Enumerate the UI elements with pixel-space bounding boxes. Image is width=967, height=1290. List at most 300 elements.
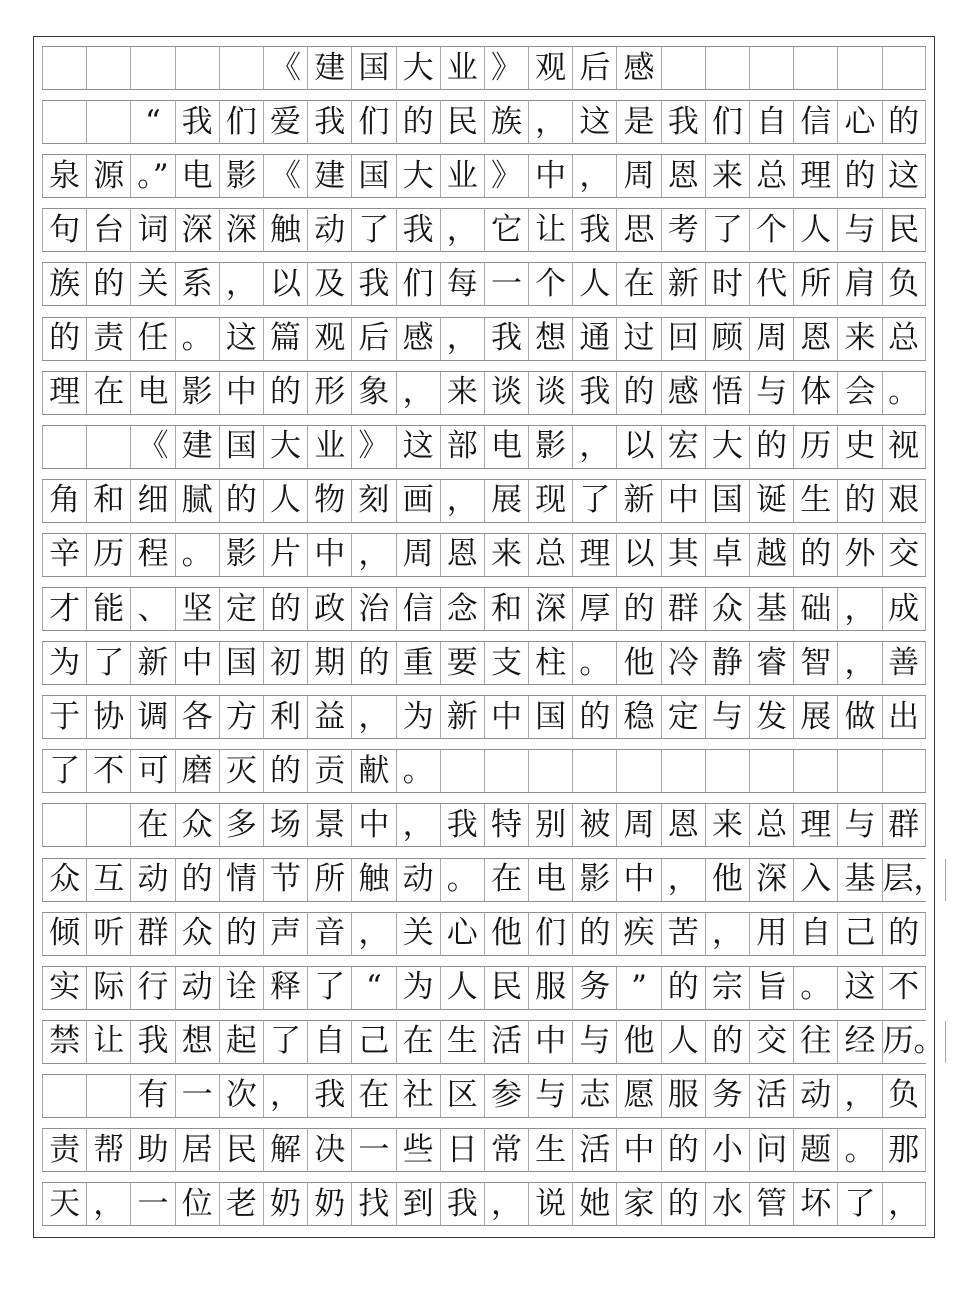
grid-cell: 。 xyxy=(175,318,219,360)
grid-cell: ， xyxy=(440,209,484,251)
grid-cell: 动 xyxy=(793,1075,837,1117)
grid-cell: 我 xyxy=(130,1021,174,1063)
grid-cell: 诞 xyxy=(749,480,793,522)
grid-cell: 。 xyxy=(396,750,440,792)
grid-cell: 睿 xyxy=(749,642,793,684)
grid-cell: 观 xyxy=(528,47,572,89)
grid-cell: 细 xyxy=(130,480,174,522)
grid-cell: 动 xyxy=(175,967,219,1009)
grid-cell: 自 xyxy=(749,101,793,143)
grid-cell: 协 xyxy=(86,696,130,738)
grid-cell: 基 xyxy=(749,588,793,630)
grid-cell: 群 xyxy=(661,588,705,630)
grid-cell: 础 xyxy=(793,588,837,630)
grid-cell xyxy=(705,47,749,89)
grid-cell: 信 xyxy=(793,101,837,143)
grid-cell: 的 xyxy=(661,967,705,1009)
grid-cell: 我 xyxy=(307,101,351,143)
grid-cell xyxy=(175,47,219,89)
grid-cell: 艰 xyxy=(882,480,926,522)
grid-cell: 了 xyxy=(307,967,351,1009)
grid-cell: 动 xyxy=(130,859,174,901)
text-row xyxy=(42,262,926,306)
grid-cell: 我 xyxy=(661,101,705,143)
grid-cell: 实 xyxy=(42,967,86,1009)
grid-cell: 以 xyxy=(616,534,660,576)
grid-cell: 智 xyxy=(793,642,837,684)
grid-cell: 与 xyxy=(528,1075,572,1117)
grid-cell: 中 xyxy=(528,1021,572,1063)
grid-cell: 了 xyxy=(705,209,749,251)
grid-cell: 历 xyxy=(793,426,837,468)
grid-cell: 理 xyxy=(793,155,837,197)
grid-cell: 成 xyxy=(882,588,926,630)
grid-cell: 中 xyxy=(307,534,351,576)
grid-cell: 》 xyxy=(351,426,395,468)
grid-cell xyxy=(42,804,86,846)
grid-cell: 声 xyxy=(263,913,307,955)
grid-cell: 总 xyxy=(882,318,926,360)
grid-cell: 这 xyxy=(219,318,263,360)
text-row xyxy=(42,371,926,415)
grid-cell: 定 xyxy=(661,696,705,738)
grid-cell: 坚 xyxy=(175,588,219,630)
grid-cell xyxy=(86,1075,130,1117)
grid-cell: 为 xyxy=(396,696,440,738)
grid-cell: 的 xyxy=(42,318,86,360)
grid-cell: 大 xyxy=(705,426,749,468)
grid-cell: 家 xyxy=(616,1183,660,1225)
text-row xyxy=(42,1182,926,1226)
grid-cell: 。 xyxy=(837,1129,881,1171)
grid-cell: 周 xyxy=(616,804,660,846)
grid-cell: 务 xyxy=(572,967,616,1009)
grid-cell: 听 xyxy=(86,913,130,955)
grid-cell: 恩 xyxy=(440,534,484,576)
grid-cell: 影 xyxy=(175,372,219,414)
grid-cell: 感 xyxy=(661,372,705,414)
grid-cell xyxy=(837,750,881,792)
grid-cell: 建 xyxy=(307,47,351,89)
grid-cell: 众 xyxy=(175,913,219,955)
grid-cell: ， xyxy=(219,263,263,305)
grid-cell: 有 xyxy=(130,1075,174,1117)
grid-cell: 区 xyxy=(440,1075,484,1117)
grid-cell: 服 xyxy=(661,1075,705,1117)
grid-cell xyxy=(572,750,616,792)
grid-cell: 他 xyxy=(484,913,528,955)
grid-cell: 体 xyxy=(793,372,837,414)
text-row xyxy=(42,154,926,198)
grid-cell: 的 xyxy=(219,913,263,955)
grid-cell: 展 xyxy=(484,480,528,522)
grid-cell: ， xyxy=(484,1183,528,1225)
grid-cell: 心 xyxy=(440,913,484,955)
grid-cell: 管 xyxy=(749,1183,793,1225)
grid-cell: 总 xyxy=(528,534,572,576)
grid-cell: 被 xyxy=(572,804,616,846)
grid-cell: 中 xyxy=(616,1129,660,1171)
grid-cell: 个 xyxy=(528,263,572,305)
grid-cell: 柱 xyxy=(528,642,572,684)
grid-cell: 动 xyxy=(396,859,440,901)
grid-cell: 解 xyxy=(263,1129,307,1171)
grid-cell: 深 xyxy=(749,859,793,901)
grid-cell: 天 xyxy=(42,1183,86,1225)
grid-cell: 行 xyxy=(130,967,174,1009)
text-row xyxy=(42,208,926,252)
grid-cell: 各 xyxy=(175,696,219,738)
grid-cell: 《 xyxy=(130,426,174,468)
grid-cell xyxy=(484,750,528,792)
grid-cell: 。 xyxy=(882,372,926,414)
grid-cell: 己 xyxy=(351,1021,395,1063)
grid-cell: ， xyxy=(351,913,395,955)
grid-cell: 和 xyxy=(86,480,130,522)
grid-cell: ， xyxy=(705,913,749,955)
grid-cell: 触 xyxy=(351,859,395,901)
grid-cell: 旨 xyxy=(749,967,793,1009)
grid-cell: ， xyxy=(86,1183,130,1225)
grid-cell: ， xyxy=(572,426,616,468)
grid-cell: 定 xyxy=(219,588,263,630)
grid-cell: 不 xyxy=(882,967,926,1009)
grid-cell: 展 xyxy=(793,696,837,738)
grid-cell: 篇 xyxy=(263,318,307,360)
grid-cell: 诠 xyxy=(219,967,263,1009)
grid-cell: 影 xyxy=(572,859,616,901)
grid-cell xyxy=(219,47,263,89)
grid-cell: 众 xyxy=(175,804,219,846)
grid-cell: 大 xyxy=(396,155,440,197)
grid-cell: 以 xyxy=(616,426,660,468)
grid-cell: 他 xyxy=(616,1021,660,1063)
grid-cell: 人 xyxy=(661,1021,705,1063)
grid-cell: 才 xyxy=(42,588,86,630)
grid-cell: 。 xyxy=(175,534,219,576)
grid-cell: ， xyxy=(396,372,440,414)
grid-cell: 的 xyxy=(263,588,307,630)
grid-cell: ， xyxy=(661,859,705,901)
grid-cell: ， xyxy=(528,101,572,143)
grid-cell: 特 xyxy=(484,804,528,846)
grid-cell: 稳 xyxy=(616,696,660,738)
grid-cell: 水 xyxy=(705,1183,749,1225)
grid-cell: 让 xyxy=(86,1021,130,1063)
grid-cell: 活 xyxy=(749,1075,793,1117)
grid-cell: 句 xyxy=(42,209,86,251)
grid-cell: 谈 xyxy=(528,372,572,414)
grid-cell: 来 xyxy=(705,155,749,197)
grid-cell: 群 xyxy=(130,913,174,955)
grid-cell: 族 xyxy=(42,263,86,305)
grid-cell: 的 xyxy=(616,372,660,414)
grid-cell: 国 xyxy=(351,47,395,89)
grid-cell: 中 xyxy=(175,642,219,684)
grid-cell: 次 xyxy=(219,1075,263,1117)
grid-cell: 形 xyxy=(307,372,351,414)
grid-cell xyxy=(86,47,130,89)
grid-cell: 是 xyxy=(616,101,660,143)
grid-cell: 后 xyxy=(351,318,395,360)
grid-cell: 政 xyxy=(307,588,351,630)
grid-cell: 坏 xyxy=(793,1183,837,1225)
grid-cell: 了 xyxy=(572,480,616,522)
grid-cell: 肩 xyxy=(837,263,881,305)
grid-cell: 别 xyxy=(528,804,572,846)
grid-cell: 新 xyxy=(616,480,660,522)
text-row xyxy=(42,966,926,1010)
grid-cell: 画 xyxy=(396,480,440,522)
grid-cell: 历。 xyxy=(882,1021,946,1063)
grid-cell: 位 xyxy=(175,1183,219,1225)
title-row xyxy=(42,46,926,90)
grid-cell: 基 xyxy=(837,859,881,901)
grid-cell: 们 xyxy=(528,913,572,955)
grid-cell: 负 xyxy=(882,263,926,305)
grid-cell: 了 xyxy=(837,1183,881,1225)
grid-cell: 宏 xyxy=(661,426,705,468)
grid-cell: 活 xyxy=(484,1021,528,1063)
grid-cell: 众 xyxy=(705,588,749,630)
grid-cell: 调 xyxy=(130,696,174,738)
grid-cell: 以 xyxy=(263,263,307,305)
grid-cell: 责 xyxy=(42,1129,86,1171)
grid-cell: 负 xyxy=(882,1075,926,1117)
grid-cell: 景 xyxy=(307,804,351,846)
grid-cell: 《 xyxy=(263,155,307,197)
grid-cell: 的 xyxy=(661,1183,705,1225)
grid-cell: 生 xyxy=(528,1129,572,1171)
grid-cell: 禁 xyxy=(42,1021,86,1063)
grid-cell: 影 xyxy=(219,534,263,576)
grid-cell: ， xyxy=(440,480,484,522)
grid-cell: 的 xyxy=(572,696,616,738)
grid-cell: 奶 xyxy=(263,1183,307,1225)
grid-cell: 灭 xyxy=(219,750,263,792)
grid-cell: 国 xyxy=(219,642,263,684)
grid-cell: 和 xyxy=(484,588,528,630)
grid-cell: 我 xyxy=(351,263,395,305)
grid-cell: 物 xyxy=(307,480,351,522)
grid-cell: 的 xyxy=(86,263,130,305)
grid-cell: 在 xyxy=(396,1021,440,1063)
grid-cell: “ xyxy=(130,101,174,143)
grid-cell: 我 xyxy=(484,318,528,360)
grid-cell: 顾 xyxy=(705,318,749,360)
text-row xyxy=(42,587,926,631)
grid-cell: 我 xyxy=(572,372,616,414)
grid-cell: 历 xyxy=(86,534,130,576)
grid-cell: 观 xyxy=(307,318,351,360)
grid-cell: 磨 xyxy=(175,750,219,792)
grid-cell: 生 xyxy=(793,480,837,522)
grid-cell xyxy=(661,750,705,792)
grid-cell: 一 xyxy=(351,1129,395,1171)
grid-cell: 泉 xyxy=(42,155,86,197)
grid-cell: 国 xyxy=(351,155,395,197)
grid-cell: 所 xyxy=(307,859,351,901)
grid-cell: 理 xyxy=(42,372,86,414)
grid-cell: 可 xyxy=(130,750,174,792)
grid-cell: 冷 xyxy=(661,642,705,684)
grid-cell: 新 xyxy=(661,263,705,305)
grid-cell: 在 xyxy=(130,804,174,846)
grid-cell: 了 xyxy=(351,209,395,251)
grid-cell: 新 xyxy=(440,696,484,738)
text-row xyxy=(42,100,926,144)
grid-cell: 族 xyxy=(484,101,528,143)
grid-cell: 心 xyxy=(837,101,881,143)
grid-cell: 业 xyxy=(440,47,484,89)
grid-cell: 部 xyxy=(440,426,484,468)
grid-cell: 现 xyxy=(528,480,572,522)
grid-cell: 愿 xyxy=(616,1075,660,1117)
grid-cell: 能 xyxy=(86,588,130,630)
grid-cell: 词 xyxy=(130,209,174,251)
grid-cell: 入 xyxy=(793,859,837,901)
grid-cell: 节 xyxy=(263,859,307,901)
grid-cell: 这 xyxy=(396,426,440,468)
grid-cell: 考 xyxy=(661,209,705,251)
grid-cell: 益 xyxy=(307,696,351,738)
grid-cell xyxy=(86,804,130,846)
grid-cell xyxy=(42,426,86,468)
grid-cell: 了 xyxy=(86,642,130,684)
grid-cell: 这 xyxy=(882,155,926,197)
grid-cell xyxy=(528,750,572,792)
grid-cell: 《 xyxy=(263,47,307,89)
grid-cell xyxy=(86,426,130,468)
text-row xyxy=(42,641,926,685)
grid-cell: 疾 xyxy=(616,913,660,955)
grid-cell: 不 xyxy=(86,750,130,792)
grid-cell xyxy=(882,750,926,792)
grid-cell xyxy=(86,101,130,143)
grid-cell: 治 xyxy=(351,588,395,630)
grid-cell: 建 xyxy=(175,426,219,468)
grid-cell: 她 xyxy=(572,1183,616,1225)
grid-cell: 周 xyxy=(616,155,660,197)
grid-cell: 发 xyxy=(749,696,793,738)
grid-cell xyxy=(749,750,793,792)
grid-cell: 中 xyxy=(661,480,705,522)
grid-cell: 些 xyxy=(396,1129,440,1171)
grid-cell: 来 xyxy=(705,804,749,846)
grid-cell: 理 xyxy=(572,534,616,576)
grid-cell: 互 xyxy=(86,859,130,901)
grid-cell: 们 xyxy=(219,101,263,143)
grid-cell: 期 xyxy=(307,642,351,684)
grid-cell: 己 xyxy=(837,913,881,955)
grid-cell: 小 xyxy=(705,1129,749,1171)
grid-cell: 我 xyxy=(396,209,440,251)
grid-cell: 理 xyxy=(793,804,837,846)
grid-cell: 志 xyxy=(572,1075,616,1117)
grid-cell: 角 xyxy=(42,480,86,522)
grid-cell: 史 xyxy=(837,426,881,468)
grid-cell: 周 xyxy=(396,534,440,576)
grid-cell: 动 xyxy=(307,209,351,251)
grid-cell: 了 xyxy=(263,1021,307,1063)
grid-cell: 为 xyxy=(42,642,86,684)
grid-cell: 题 xyxy=(793,1129,837,1171)
grid-cell: 关 xyxy=(130,263,174,305)
grid-cell: 让 xyxy=(528,209,572,251)
grid-cell: 们 xyxy=(705,101,749,143)
text-row xyxy=(42,533,926,577)
grid-cell: 越 xyxy=(749,534,793,576)
grid-cell: 居 xyxy=(175,1129,219,1171)
grid-cell: 这 xyxy=(572,101,616,143)
grid-cell: “ xyxy=(351,967,395,1009)
grid-cell: 来 xyxy=(837,318,881,360)
grid-cell: 想 xyxy=(528,318,572,360)
grid-cell: 与 xyxy=(572,1021,616,1063)
grid-cell: 决 xyxy=(307,1129,351,1171)
grid-cell: 关 xyxy=(396,913,440,955)
grid-cell: 中 xyxy=(219,372,263,414)
grid-cell: 多 xyxy=(219,804,263,846)
grid-cell: 所 xyxy=(793,263,837,305)
grid-cell: 自 xyxy=(793,913,837,955)
grid-cell: 辛 xyxy=(42,534,86,576)
grid-cell xyxy=(882,47,926,89)
grid-cell: 利 xyxy=(263,696,307,738)
grid-cell: 腻 xyxy=(175,480,219,522)
grid-cell: 服 xyxy=(528,967,572,1009)
grid-cell: 电 xyxy=(484,426,528,468)
grid-cell: 恩 xyxy=(661,155,705,197)
grid-cell: 它 xyxy=(484,209,528,251)
grid-cell: 周 xyxy=(749,318,793,360)
grid-cell: 生 xyxy=(440,1021,484,1063)
grid-cell: 信 xyxy=(396,588,440,630)
grid-cell: 宗 xyxy=(705,967,749,1009)
grid-cell: 贡 xyxy=(307,750,351,792)
grid-cell: 片 xyxy=(263,534,307,576)
grid-cell: 我 xyxy=(307,1075,351,1117)
grid-cell: 业 xyxy=(307,426,351,468)
grid-cell: 电 xyxy=(130,372,174,414)
grid-cell: 程 xyxy=(130,534,174,576)
grid-cell: 源 xyxy=(86,155,130,197)
text-row xyxy=(42,912,926,956)
grid-cell: 卓 xyxy=(705,534,749,576)
grid-cell: 每 xyxy=(440,263,484,305)
grid-cell: 台 xyxy=(86,209,130,251)
grid-cell: 中 xyxy=(616,859,660,901)
grid-cell: 重 xyxy=(396,642,440,684)
grid-cell: 际 xyxy=(86,967,130,1009)
grid-cell: 民 xyxy=(219,1129,263,1171)
grid-cell: 音 xyxy=(307,913,351,955)
grid-cell: 的 xyxy=(837,155,881,197)
grid-cell: 视 xyxy=(882,426,926,468)
grid-cell: 们 xyxy=(396,263,440,305)
grid-cell: 我 xyxy=(440,804,484,846)
grid-cell: 与 xyxy=(705,696,749,738)
grid-cell: 时 xyxy=(705,263,749,305)
grid-cell: 恩 xyxy=(793,318,837,360)
grid-cell: 刻 xyxy=(351,480,395,522)
grid-cell: 过 xyxy=(616,318,660,360)
grid-cell: 想 xyxy=(175,1021,219,1063)
grid-cell: 与 xyxy=(837,209,881,251)
grid-cell: 助 xyxy=(130,1129,174,1171)
grid-cell: 。 xyxy=(572,642,616,684)
grid-cell: 参 xyxy=(484,1075,528,1117)
